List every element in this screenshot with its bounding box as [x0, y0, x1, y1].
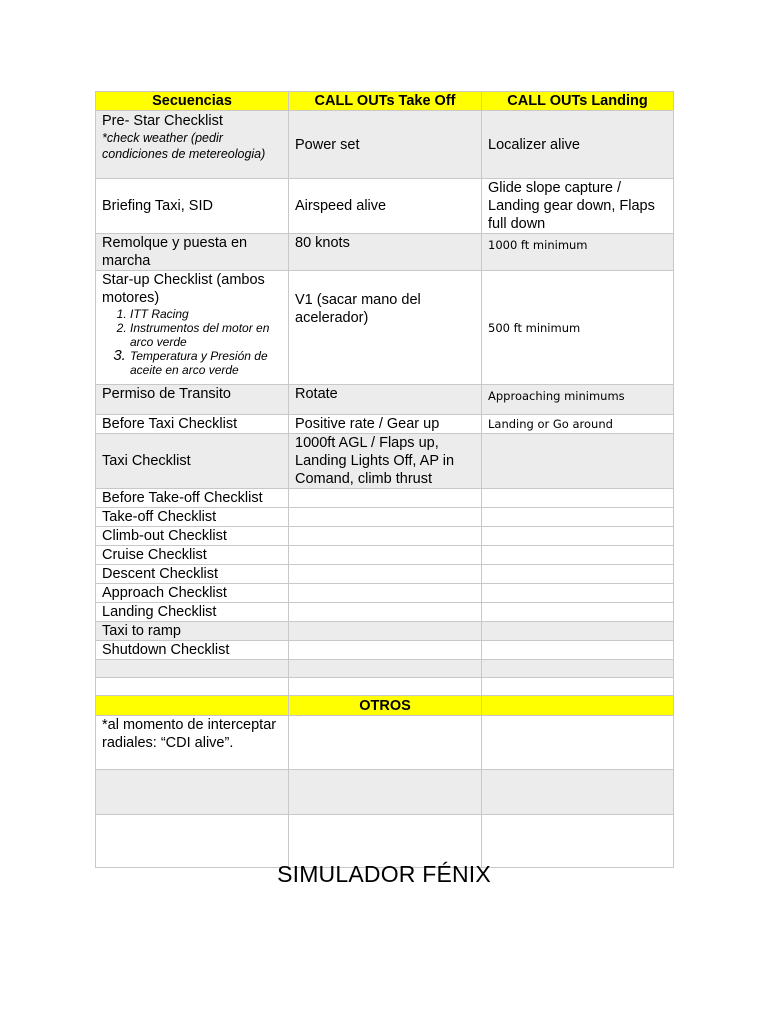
document-title: SIMULADOR FÉNIX [277, 861, 491, 887]
header-callouts-takeoff: CALL OUTs Take Off [289, 92, 482, 111]
otros-header: OTROS [289, 696, 482, 716]
table-row [96, 271, 674, 385]
table-cell-landing [482, 565, 674, 584]
table-row [96, 660, 674, 678]
table-cell-seq [96, 678, 289, 696]
table-cell-seq: Approach Checklist [96, 584, 289, 603]
table-cell-landing [482, 622, 674, 641]
subitem-temperatura: 3. Temperatura y Presión de aceite en arco verde [130, 349, 282, 377]
table-cell-seq: Shutdown Checklist [96, 641, 289, 660]
table-cell-landing [482, 603, 674, 622]
table-cell-takeoff [289, 641, 482, 660]
callouts-table [95, 91, 674, 868]
table-row [96, 815, 674, 868]
table-cell-empty [482, 716, 674, 770]
table-row [96, 603, 674, 622]
table-cell-landing: Glide slope capture / Landing gear down, Flaps full down [482, 179, 674, 234]
table-cell-landing: Localizer alive [482, 111, 674, 179]
table-cell-landing [482, 434, 674, 489]
table-cell-seq: Descent Checklist [96, 565, 289, 584]
table-cell-landing [482, 584, 674, 603]
table-cell-seq: Remolque y puesta en marcha [96, 234, 289, 271]
table-cell-seq: Before Taxi Checklist [96, 415, 289, 434]
table-row [96, 489, 674, 508]
table-row [96, 716, 674, 770]
table-row [96, 565, 674, 584]
table-cell-seq: Before Take-off Checklist [96, 489, 289, 508]
table-cell-landing [482, 678, 674, 696]
table-cell-takeoff: Rotate [289, 385, 482, 415]
table-cell-landing: Landing or Go around [482, 415, 674, 434]
table-cell-empty [482, 815, 674, 868]
table-cell-takeoff: 1000ft AGL / Flaps up, Landing Lights Off, AP in Comand, climb thrust [289, 434, 482, 489]
table-cell-seq: Taxi to ramp [96, 622, 289, 641]
table-cell-seq [96, 111, 289, 179]
table-cell-empty [96, 815, 289, 868]
table-cell-landing [482, 489, 674, 508]
table-cell-takeoff: V1 (sacar mano del acelerador) [289, 271, 482, 385]
table-row [96, 584, 674, 603]
table-row [96, 770, 674, 815]
table-cell-takeoff [289, 546, 482, 565]
table-cell-takeoff [289, 678, 482, 696]
otros-header-blank-right [482, 696, 674, 716]
table-row [96, 434, 674, 489]
table-cell-seq: Briefing Taxi, SID [96, 179, 289, 234]
engine-start-subitems [102, 307, 282, 377]
table-row [96, 641, 674, 660]
table-row [96, 546, 674, 565]
table-cell-seq [96, 271, 289, 385]
table-cell-takeoff [289, 527, 482, 546]
table-cell-takeoff [289, 508, 482, 527]
table-cell-seq: Climb-out Checklist [96, 527, 289, 546]
subitem-itt: 1. ITT Racing [130, 307, 282, 321]
table-row [96, 111, 674, 179]
table-cell-takeoff: 80 knots [289, 234, 482, 271]
table-row [96, 622, 674, 641]
table-cell-takeoff [289, 565, 482, 584]
table-cell-seq: Permiso de Transito [96, 385, 289, 415]
table-cell-empty [482, 770, 674, 815]
otros-note-cell: *al momento de interceptar radiales: “CDI alive”. [96, 716, 289, 770]
table-row [96, 678, 674, 696]
table-cell-landing [482, 641, 674, 660]
table-cell-landing: 500 ft minimum [482, 271, 674, 385]
table-cell-takeoff [289, 584, 482, 603]
table-cell-takeoff [289, 622, 482, 641]
table-row [96, 234, 674, 271]
table-cell-empty [289, 815, 482, 868]
table-cell-landing [482, 660, 674, 678]
header-callouts-landing: CALL OUTs Landing [482, 92, 674, 111]
table-cell-takeoff: Power set [289, 111, 482, 179]
seq-label: Star-up Checklist (ambos motores) [102, 272, 265, 306]
table-cell-landing: 1000 ft minimum [482, 234, 674, 271]
header-secuencias: Secuencias [96, 92, 289, 111]
table-cell-seq: Cruise Checklist [96, 546, 289, 565]
table-cell-empty [289, 716, 482, 770]
table-cell-takeoff: Positive rate / Gear up [289, 415, 482, 434]
table-cell-seq: Take-off Checklist [96, 508, 289, 527]
table-row [96, 385, 674, 415]
subitem-instrumentos: 2. Instrumentos del motor en arco verde [130, 321, 282, 349]
table-cell-seq [96, 660, 289, 678]
table-cell-empty [289, 770, 482, 815]
otros-header-blank-left [96, 696, 289, 716]
table-cell-seq: Landing Checklist [96, 603, 289, 622]
otros-header-row [96, 696, 674, 716]
table-cell-takeoff [289, 603, 482, 622]
table-row [96, 179, 674, 234]
table-cell-landing: Approaching minimums [482, 385, 674, 415]
table-cell-landing [482, 546, 674, 565]
table-cell-landing [482, 508, 674, 527]
table-cell-seq: Taxi Checklist [96, 434, 289, 489]
table-cell-takeoff [289, 660, 482, 678]
table-cell-takeoff: Airspeed alive [289, 179, 482, 234]
table-cell-landing [482, 527, 674, 546]
table-row [96, 527, 674, 546]
table-cell-empty [96, 770, 289, 815]
table-cell-takeoff [289, 489, 482, 508]
table-row [96, 415, 674, 434]
table-header-row [96, 92, 674, 111]
seq-note: *check weather (pedir condiciones de metereologia) [102, 131, 266, 161]
seq-label: Pre- Star Checklist [102, 113, 223, 129]
table-row [96, 508, 674, 527]
